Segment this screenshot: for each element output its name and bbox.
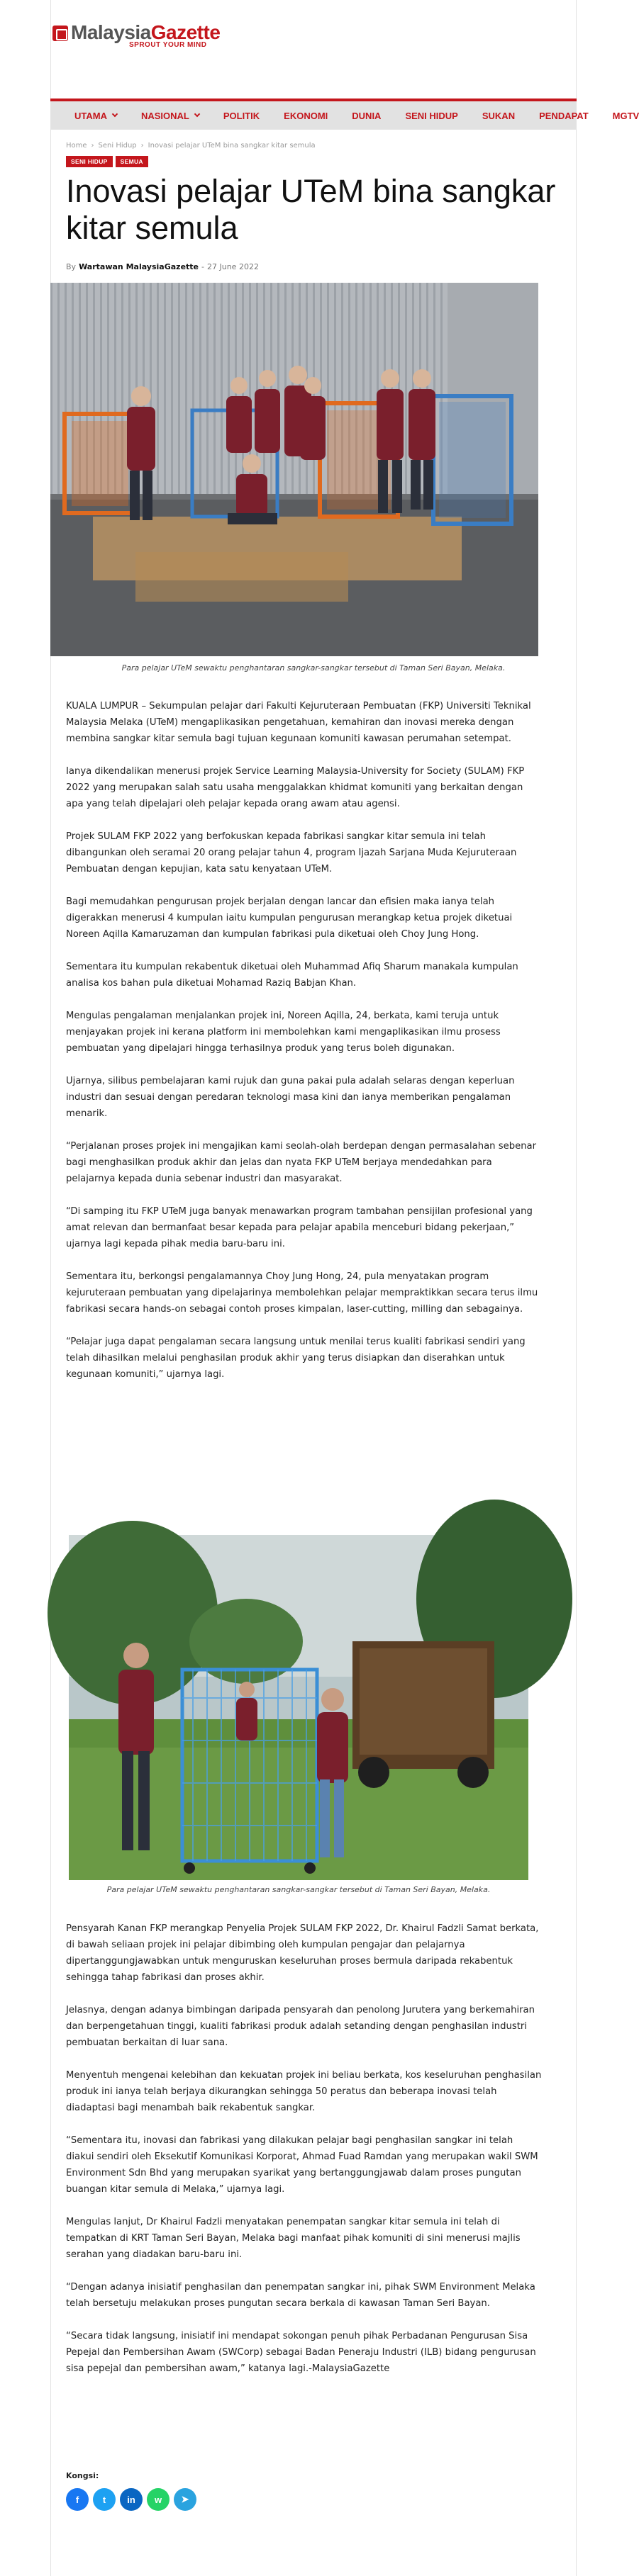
photo-caption-1: Para pelajar UTeM sewaktu penghantaran sangkar-sangkar tersebut di Taman Seri Bayan, Melaka. (121, 663, 506, 673)
article-paragraph: Ianya dikendalikan menerusi projek Service Learning Malaysia-University for Society (SULAM) FKP 2022 yang merupakan salah satu usaha menggalakkan khidmat komuniti yang berkaitan dengan apa yang telah dipelajari oleh pelajar kepada orang awam atau agensi. (66, 766, 525, 809)
breadcrumb-home[interactable]: Home (66, 142, 87, 150)
article-photo-1 (50, 283, 538, 656)
article-paragraph: “Dengan adanya inisiatif penghasilan dan penempatan sangkar ini, pihak SWM Environment Melaka telah bersetuju melakukan proses pungutan secara berkala di kawasan Taman Seri Bayan. (66, 2282, 535, 2309)
article-paragraph: Mengulas pengalaman menjalankan projek ini, Noreen Aqilla, 24, berkata, kami teruja untuk menjayakan projek ini kerana platform ini membolehkan kami mengaplikasikan ilmu prosess pembuatan yang dipelajari hingga terhasilnya produk yang terus boleh digunakan. (66, 1011, 501, 1054)
publish-date: 27 June 2022 (207, 262, 259, 271)
article-title: Inovasi pelajar UTeM bina sangkar kitar semula (66, 173, 556, 246)
logo-wordmark: MalaysiaGazette (71, 21, 221, 43)
nav-item-label: EKONOMI (284, 110, 328, 121)
author-link[interactable]: Wartawan MalaysiaGazette (79, 262, 199, 271)
nav-item-label: UTAMA (74, 110, 107, 121)
article-paragraph: “Perjalanan proses projek ini mengajikan kami seolah-olah berdepan dengan permasalahan sebenar bagi menghasilkan produk akhir dan jelas dan nyata FKP UTeM berjaya mendedahkan para pelajarnya kepada dunia sebenar industri dan masyarakat. (66, 1141, 537, 1184)
byline-separator: - (201, 262, 204, 271)
nav-item-label: SENI HIDUP (405, 110, 458, 121)
article-byline (66, 262, 259, 271)
nav-item-label: NASIONAL (140, 110, 189, 121)
category-tag-seni-hidup[interactable]: SENI HIDUP (66, 156, 113, 167)
breadcrumb-separator-icon: › (91, 142, 94, 150)
nav-item-label: DUNIA (352, 110, 382, 121)
article-paragraph: “Sementara itu, inovasi dan fabrikasi yang dilakukan pelajar bagi penghasilan sangkar ini telah diakui sendiri oleh Eksekutif Komunikasi Korporat, Ahmad Fuad Ramdan yang merupakan wakil SWM Environment Sdn Bhd yang merupakan syarikat yang bertanggungjawab dalam proses pungutan buangan kitar semula di Melaka,” ujarnya lagi. (66, 2135, 538, 2195)
share-telegram-icon[interactable]: ➤ (174, 2488, 196, 2511)
site-logo[interactable] (52, 21, 220, 52)
share-twitter-icon[interactable]: t (93, 2488, 116, 2511)
share-whatsapp-icon[interactable]: w (147, 2488, 170, 2511)
nav-item-label: PENDAPAT (539, 110, 589, 121)
article-paragraph: “Di samping itu FKP UTeM juga banyak menawarkan program tambahan pensijilan profesional yang amat relevan dan bermanfaat besar kepada para pelajar apabila menceburi bidang pekerjaan,” ujarnya lagi kepada pihak media baru-baru ini. (66, 1206, 533, 1249)
breadcrumb-current: Inovasi pelajar UTeM bina sangkar kitar semula (148, 142, 316, 150)
article-paragraph: “Pelajar juga dapat pengalaman secara langsung untuk menilai terus kualiti fabrikasi sendiri yang telah dihasilkan melalui penghasilan produk akhir yang terus disiapkan dan diserahkan untuk kegunaan komuniti,” ujarnya lagi. (66, 1337, 526, 1380)
article-paragraph: Pensyarah Kanan FKP merangkap Penyelia Projek SULAM FKP 2022, Dr. Khairul Fadzli Samat berkata, di bawah seliaan projek ini pelajar dibimbing oleh kumpulan pengajar dan pelajarnya dipertanggungjawabkan untuk menguruskan keseluruhan proses bermula daripada rekabentuk sehingga tahap fabrikasi dan proses akhir. (66, 1923, 539, 1983)
article-paragraph: Bagi memudahkan pengurusan projek berjalan dengan lancar dan efisien maka ianya telah digerakkan menerusi 4 kumpulan iaitu kumpulan pengurusan merangkap ketua projek diketuai Noreen Aqilla Kamaruzaman dan kumpulan fabrikasi pula diketuai oleh Choy Jung Hong. (66, 896, 513, 940)
share-buttons (66, 2488, 196, 2511)
nav-item-ekonomi[interactable] (284, 111, 328, 121)
nav-item-politik[interactable] (223, 111, 260, 121)
nav-item-label: POLITIK (223, 110, 260, 121)
article-body-part-1 (66, 698, 543, 1399)
breadcrumb-separator-icon: › (140, 142, 144, 150)
nav-item-dunia[interactable] (352, 111, 381, 121)
article-paragraph: “Secara tidak langsung, inisiatif ini mendapat sokongan penuh pihak Perbadanan Pengurusan Sisa Pepejal dan Pembersihan Awam (SWCorp) sebagai Badan Peneraju Industri (ILB) bidang pengurusan sisa pepejal dan pembersihan awam,” katanya lagi.-MalaysiaGazette (66, 2331, 536, 2374)
article-photo-2 (69, 1535, 528, 1880)
nav-item-sukan[interactable] (482, 111, 515, 121)
article-paragraph: Ujarnya, silibus pembelajaran kami rujuk dan guna pakai pula adalah selaras dengan keperluan industri dan sesuai dengan peredaran teknologi masa kini dan ianya memberikan pengalaman menarik. (66, 1076, 515, 1119)
logo-tagline: SPROUT YOUR MIND (129, 41, 207, 49)
article-body-part-2 (66, 1920, 543, 2393)
share-facebook-icon[interactable]: f (66, 2488, 89, 2511)
share-label: Kongsi: (66, 2471, 99, 2480)
byline-prefix: By (66, 262, 77, 271)
main-navigation (50, 99, 639, 130)
nav-item-mgtv[interactable] (613, 111, 639, 121)
article-paragraph: KUALA LUMPUR – Sekumpulan pelajar dari Fakulti Kejuruteraan Pembuatan (FKP) Universiti Teknikal Malaysia Melaka (UTeM) mengaplikasikan pengetahuan, kemahiran dan inovasi mereka dengan membina sangkar kitar semula bagi tujuan kegunaan komuniti kawasan perumahan setempat. (66, 701, 531, 744)
article-paragraph: Menyentuh mengenai kelebihan dan kekuatan projek ini beliau berkata, kos keseluruhan penghasilan produk ini ianya telah berjaya dikurangkan sehingga 50 peratus dan beberapa inovasi telah diadaptasi bagi menambah baik rekabentuk sangkar. (66, 2070, 542, 2113)
breadcrumb-category[interactable]: Seni Hidup (98, 142, 137, 150)
chevron-down-icon (194, 111, 200, 117)
article-paragraph: Sementara itu kumpulan rekabentuk diketuai oleh Muhammad Afiq Sharum manakala kumpulan analisa kos bahan pula diketuai Mohamad Raziq Babjan Khan. (66, 962, 518, 989)
article-paragraph: Jelasnya, dengan adanya bimbingan daripada pensyarah dan penolong Jurutera yang berkemahiran dan berpengetahuan tinggi, kualiti fabrikasi produk adalah setanding dengan penghasilan industri pembuatan berkaitan di luar sana. (66, 2005, 535, 2048)
category-tag-semua[interactable]: SEMUA (116, 156, 148, 167)
article-paragraph: Projek SULAM FKP 2022 yang berfokuskan kepada fabrikasi sangkar kitar semula ini telah dibangunkan oleh seramai 20 orang pelajar tahun 4, program Ijazah Sarjana Muda Kejuruteraan Pembuatan dengan kepujian, kata satu kenyataan UTeM. (66, 831, 517, 874)
chevron-down-icon (112, 111, 118, 117)
category-tags (66, 156, 148, 167)
nav-item-nasional[interactable] (141, 111, 199, 121)
nav-item-seni-hidup[interactable] (405, 111, 457, 121)
share-linkedin-icon[interactable]: in (120, 2488, 143, 2511)
photo-caption-2: Para pelajar UTeM sewaktu penghantaran sangkar-sangkar tersebut di Taman Seri Bayan, Melaka. (106, 1885, 491, 1894)
breadcrumb (66, 142, 316, 150)
article-paragraph: Mengulas lanjut, Dr Khairul Fadzli menyatakan penempatan sangkar kitar semula ini telah di tempatkan di KRT Taman Seri Bayan, Melaka bagi manfaat pihak komuniti di sini menerusi majlis serahan yang diadakan baru-baru ini. (66, 2217, 521, 2260)
nav-item-label: SUKAN (482, 110, 516, 121)
nav-item-label: MGTV (612, 110, 639, 121)
nav-item-pendapat[interactable] (539, 111, 589, 121)
article-paragraph: Sementara itu, berkongsi pengalamannya Choy Jung Hong, 24, pula menyatakan program kejuruteraan pembuatan yang dipelajarinya membolehkan pelajar mempraktikkan secara terus ilmu fabrikasi secara hands-on sebagai contoh proses kimpalan, laser-cutting, milling dan sebagainya. (66, 1271, 538, 1315)
logo-icon (52, 26, 68, 41)
nav-item-utama[interactable] (74, 111, 117, 121)
